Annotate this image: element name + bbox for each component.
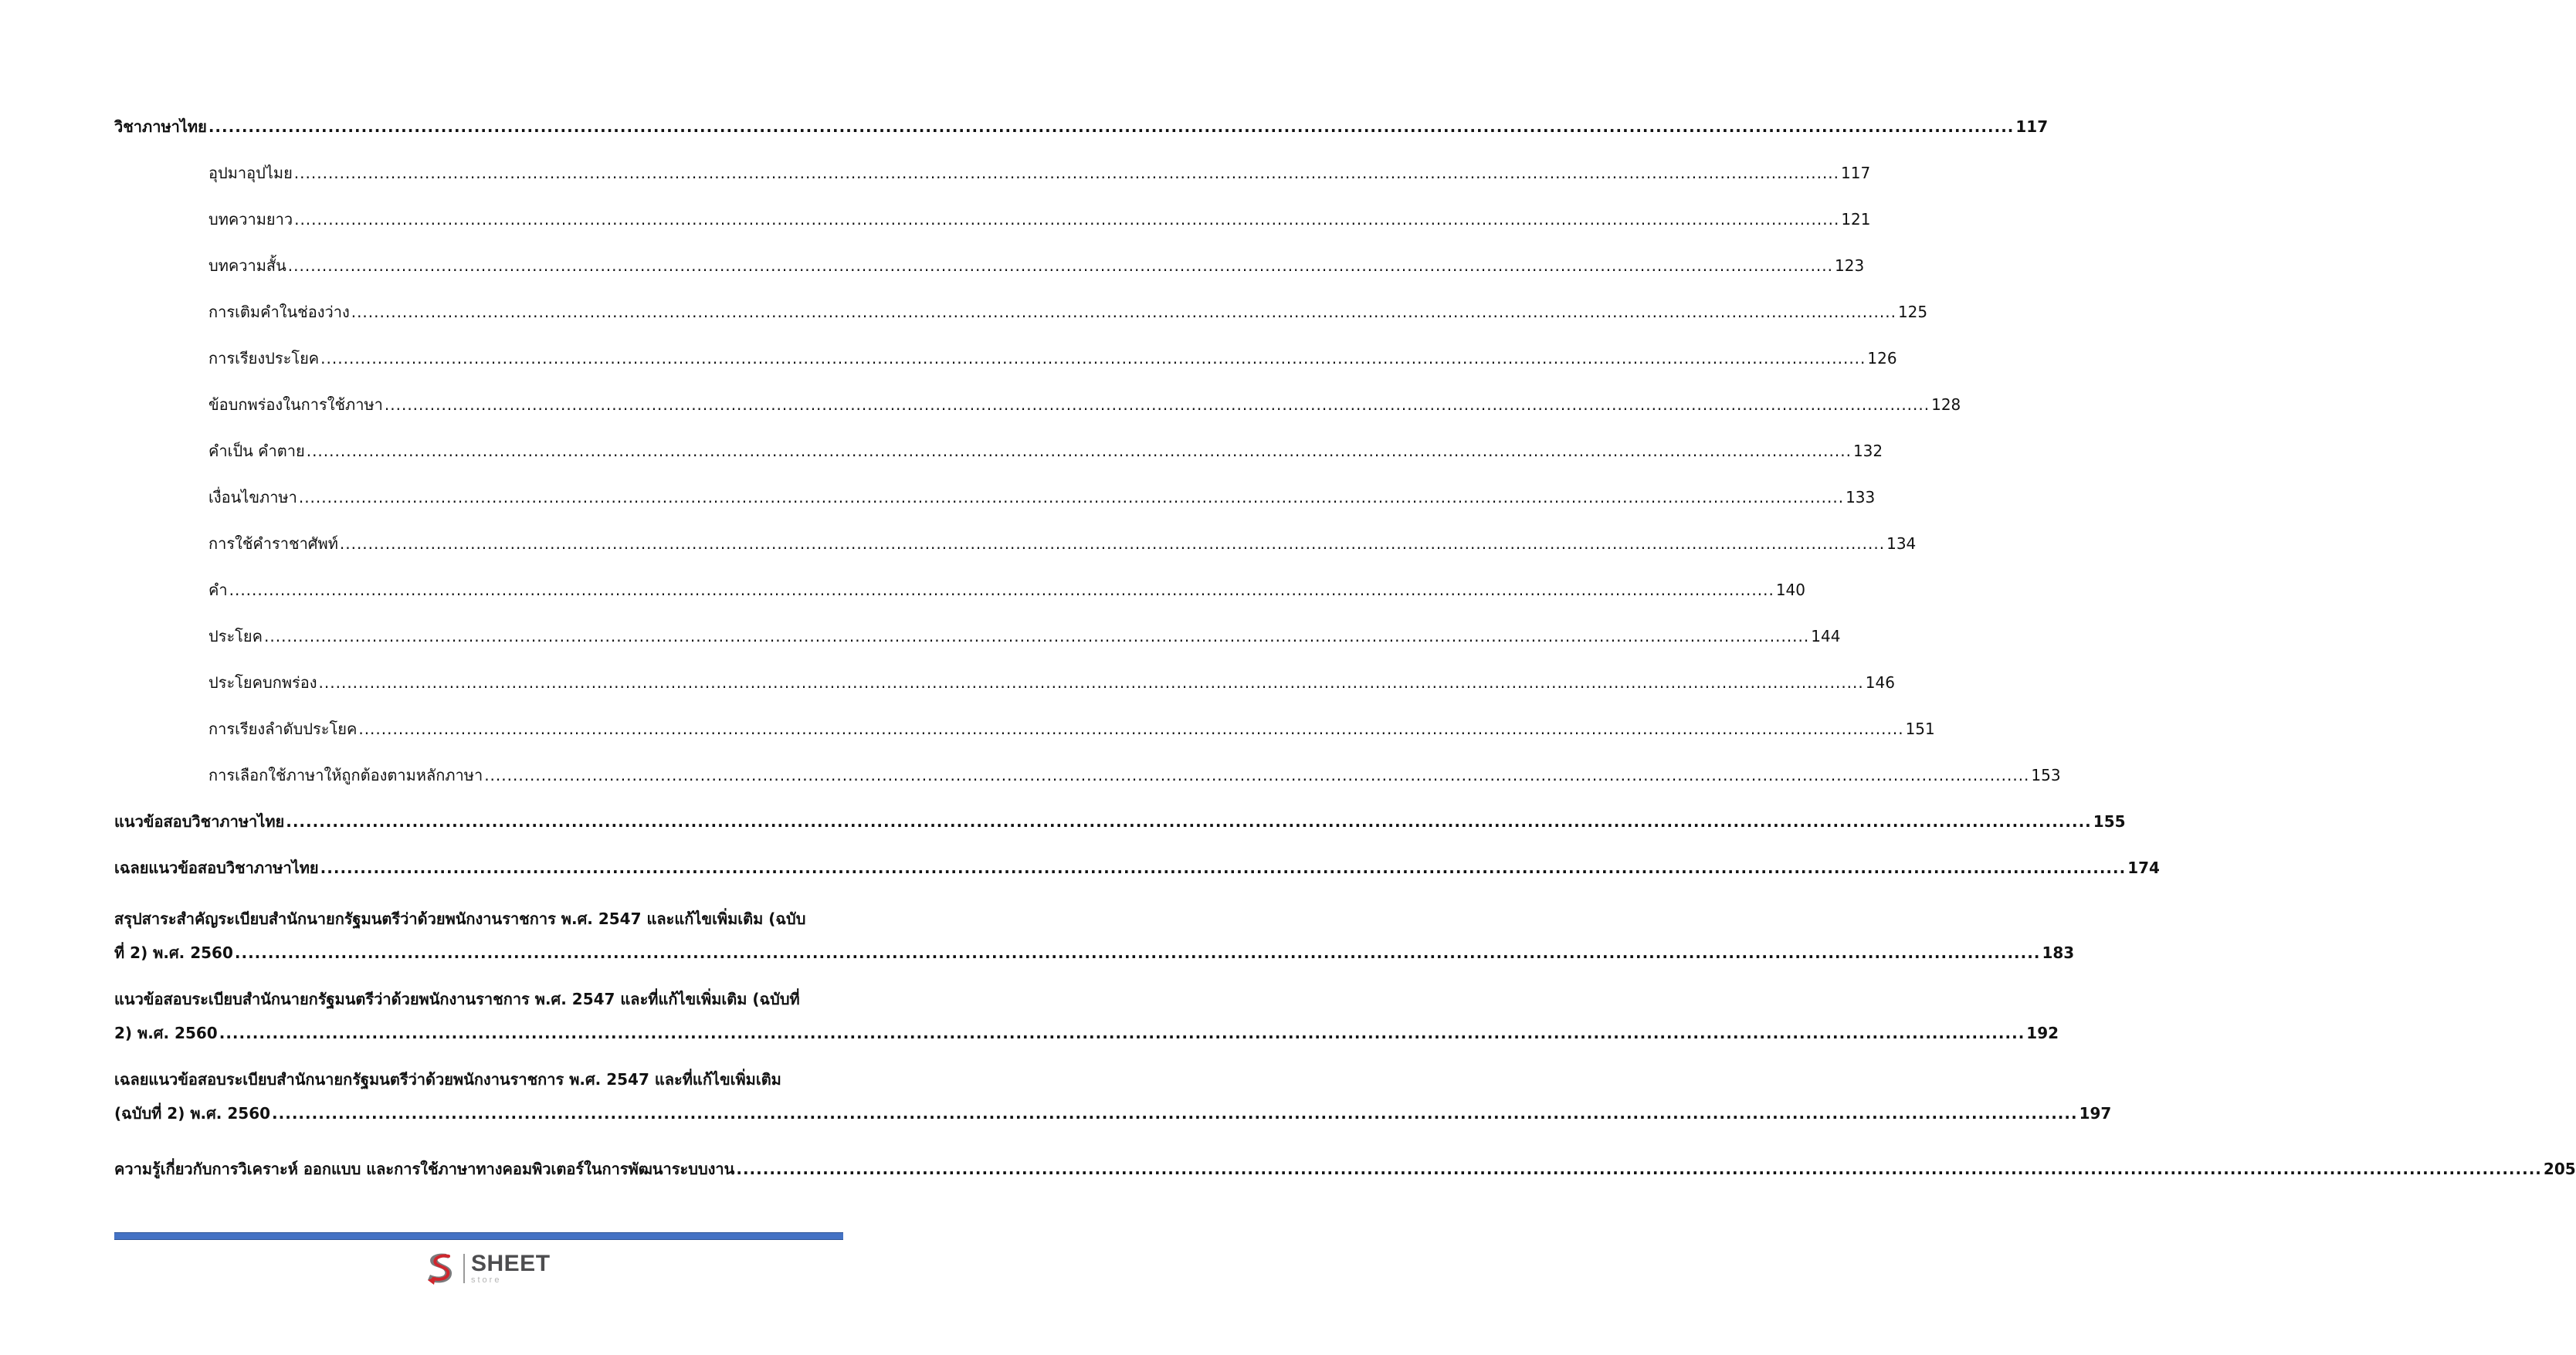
- dot-leader: [286, 811, 2092, 832]
- toc-entry-page: 205: [2543, 1160, 2576, 1178]
- toc-entry[interactable]: [114, 857, 2160, 879]
- toc-subentry[interactable]: [114, 440, 1883, 462]
- toc-entry-page: 117: [2015, 117, 2049, 136]
- toc-entry[interactable]: [114, 902, 2075, 970]
- dot-leader: [307, 440, 1852, 462]
- toc-subentry[interactable]: [114, 394, 1961, 415]
- toc-entry-page: 174: [2127, 859, 2160, 877]
- toc-subentry[interactable]: [114, 162, 1871, 184]
- toc-entry[interactable]: [114, 1062, 2112, 1130]
- toc-entry-label: คำ: [208, 581, 228, 599]
- toc-entry-label: บทความยาว: [208, 210, 293, 229]
- toc-subentry[interactable]: [114, 764, 2061, 786]
- toc-entry-label: ประโยค: [208, 627, 263, 645]
- toc-entry-label: (ฉบับที่ 2) พ.ศ. 2560: [114, 1104, 271, 1123]
- logo-brand-text: SHEET: [471, 1251, 551, 1276]
- toc-entry-label: เฉลยแนวข้อสอบวิชาภาษาไทย: [114, 859, 319, 877]
- dot-leader: [235, 936, 2041, 970]
- toc-subentry[interactable]: [114, 301, 1928, 323]
- dot-leader: [229, 579, 1774, 601]
- dot-leader: [264, 625, 1809, 647]
- toc-entry-page: 155: [2093, 812, 2126, 831]
- toc-subentry[interactable]: [114, 255, 1865, 276]
- logo-separator: [463, 1254, 465, 1283]
- toc-subentry[interactable]: [114, 718, 1935, 740]
- dot-leader: [358, 718, 1903, 740]
- toc-entry-page: 133: [1846, 488, 1876, 506]
- footer-divider: [114, 1232, 843, 1240]
- toc-entry-page: 146: [1865, 673, 1895, 692]
- toc-entry[interactable]: [114, 811, 2126, 832]
- toc-entry-label: ความรู้เกี่ยวกับการวิเคราะห์ ออกแบบ และการใช้ภาษาทางคอมพิวเตอร์ในการพัฒนาระบบงาน: [114, 1160, 735, 1178]
- toc-entry-label: บทความสั้น: [208, 256, 286, 275]
- dot-leader: [294, 162, 1839, 184]
- dot-leader: [736, 1158, 2542, 1180]
- toc-entry-label: การเรียงประโยค: [208, 349, 320, 368]
- toc-entry-label: แนวข้อสอบวิชาภาษาไทย: [114, 812, 285, 831]
- toc-entry-page: 183: [2042, 943, 2075, 962]
- dot-leader: [320, 857, 2127, 879]
- dot-leader: [340, 533, 1885, 554]
- toc-subentry[interactable]: [114, 625, 1841, 647]
- dot-leader: [351, 301, 1896, 323]
- toc-entry-label: ที่ 2) พ.ศ. 2560: [114, 943, 233, 962]
- toc-entry-label: การเลือกใช้ภาษาให้ถูกต้องตามหลักภาษา: [208, 766, 483, 784]
- toc-subentry[interactable]: [114, 579, 1806, 601]
- toc-entry-label: เงื่อนไขภาษา: [208, 488, 297, 506]
- toc-entry[interactable]: [114, 1158, 2576, 1180]
- toc-entry[interactable]: [114, 982, 2059, 1050]
- dot-leader: [319, 672, 1864, 693]
- toc-entry-page: 192: [2026, 1024, 2059, 1042]
- toc-entry-label: ข้อบกพร่องในการใช้ภาษา: [208, 395, 383, 414]
- toc-entry-label: อุปมาอุปไมย: [208, 164, 293, 182]
- dot-leader: [219, 1016, 2025, 1050]
- toc-entry-label-line: สรุปสาระสำคัญระเบียบสำนักนายกรัฐมนตรีว่าด้วยพนักงานราชการ พ.ศ. 2547 และแก้ไขเพิ่มเติม (ฉบับ: [114, 910, 806, 928]
- toc-subentry[interactable]: [114, 672, 1895, 693]
- toc-entry-page: 125: [1897, 303, 1928, 321]
- logo-wordmark: [471, 1252, 551, 1285]
- dot-leader: [299, 486, 1844, 508]
- toc-entry-page: 134: [1886, 534, 1917, 553]
- dot-leader: [272, 1096, 2078, 1130]
- dot-leader: [320, 347, 1866, 369]
- dot-leader: [288, 255, 1833, 276]
- dot-leader: [385, 394, 1930, 415]
- toc-entry-label-line: แนวข้อสอบระเบียบสำนักนายกรัฐมนตรีว่าด้วยพนักงานราชการ พ.ศ. 2547 และที่แก้ไขเพิ่มเติม (ฉบับที่: [114, 990, 800, 1008]
- toc-entry-page: 123: [1835, 256, 1865, 275]
- toc-entry-page: 144: [1811, 627, 1841, 645]
- toc-entry-page: 128: [1931, 395, 1961, 414]
- sheet-store-logo: [423, 1249, 551, 1288]
- toc-entry-label: คำเป็น คำตาย: [208, 442, 305, 460]
- toc-entry-label: วิชาภาษาไทย: [114, 117, 207, 136]
- toc-entry-label: 2) พ.ศ. 2560: [114, 1024, 218, 1042]
- toc-entry-label: การเติมคำในช่องว่าง: [208, 303, 350, 321]
- sheet-store-logo-icon: [423, 1249, 459, 1288]
- toc-entry-page: 132: [1852, 442, 1883, 460]
- toc-entry-page: 197: [2079, 1104, 2112, 1123]
- toc-entry-page: 121: [1841, 210, 1871, 229]
- toc-entry-page: 117: [1841, 164, 1871, 182]
- toc-entry-page: 153: [2031, 766, 2061, 784]
- dot-leader: [294, 208, 1839, 230]
- toc-entry-page: 140: [1775, 581, 1806, 599]
- toc-subentry[interactable]: [114, 486, 1876, 508]
- toc-entry-label-line: เฉลยแนวข้อสอบระเบียบสำนักนายกรัฐมนตรีว่าด้วยพนักงานราชการ พ.ศ. 2547 และที่แก้ไขเพิ่มเติม: [114, 1070, 781, 1089]
- dot-leader: [208, 116, 2015, 137]
- toc-subentry[interactable]: [114, 347, 1897, 369]
- dot-leader: [484, 764, 2029, 786]
- logo-brand-subtext: store: [471, 1275, 502, 1285]
- toc-entry-label: การเรียงลำดับประโยค: [208, 720, 358, 738]
- toc-subentry[interactable]: [114, 533, 1917, 554]
- toc-entry-label: ประโยคบกพร่อง: [208, 673, 317, 692]
- toc-entry[interactable]: [114, 116, 2048, 137]
- toc-entry-page: 126: [1867, 349, 1897, 368]
- toc-subentry[interactable]: [114, 208, 1871, 230]
- toc-entry-label: การใช้คำราชาศัพท์: [208, 534, 338, 553]
- toc-entry-page: 151: [1905, 720, 1935, 738]
